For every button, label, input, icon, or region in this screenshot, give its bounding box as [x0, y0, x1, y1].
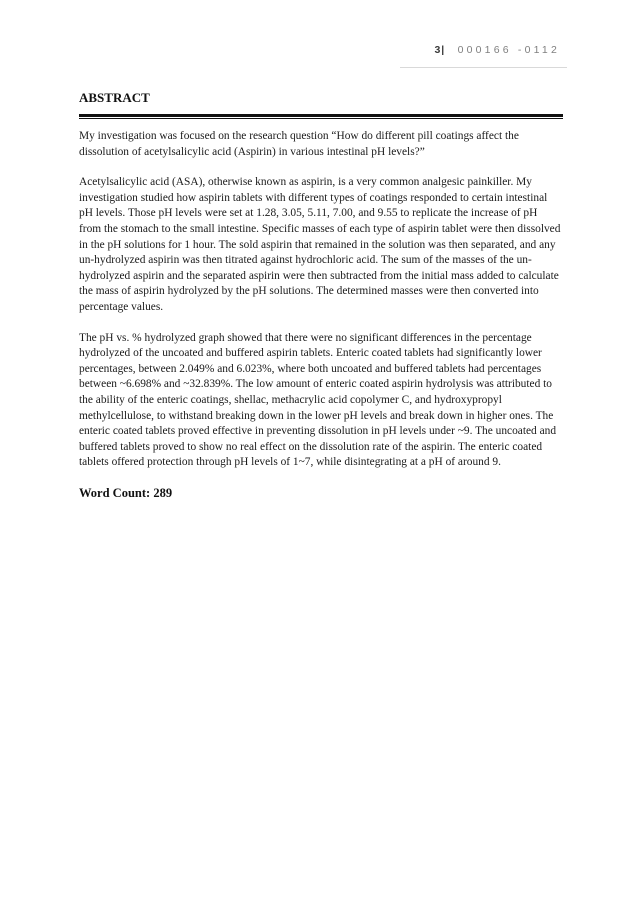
header-separator: |: [441, 44, 448, 56]
abstract-heading: ABSTRACT: [79, 90, 150, 105]
word-count: Word Count: 289: [79, 485, 173, 500]
document-code: 000166 -0112: [457, 44, 560, 56]
page-number: 3: [434, 44, 442, 56]
abstract-section: [79, 90, 562, 501]
abstract-paragraph-method: Acetylsalicylic acid (ASA), otherwise known as aspirin, is a very common analgesic painkiller. My investigation studied how aspirin tablets with different types of coatings responded to certain intestinal pH levels. Those pH levels were set at 1.28, 3.05, 5.11, 7.00, and 9.55 to replicate the increase of pH from the stomach to the small intestine. Specific masses of each type of aspirin tablet were then dissolved in the pH solutions for 1 hour. The sold aspirin that remained in the solution was then separated, and any un-hydrolyzed aspirin was then titrated against hydrochloric acid. The sum of the masses of the un-hydrolyzed aspirin and the separated aspirin were then subtracted from the initial mass added to calculate the mass of aspirin hydrolyzed by the pH solutions. The determined masses were then converted into percentage values.: [79, 176, 561, 313]
heading-underline: [79, 114, 563, 119]
header-divider: [400, 67, 567, 68]
abstract-paragraph-results: The pH vs. % hydrolyzed graph showed that there were no significant differences in the percentage hydrolyzed of the uncoated and buffered aspirin tablets. Enteric coated tablets had significantly lower percentages, between 2.049% and 6.023%, where both uncoated and buffered tablets had percentages between ~6.698% and ~32.839%. The low amount of enteric coated aspirin hydrolysis was attributed to the ability of the enteric coatings, shellac, methacrylic acid copolymer C, and hydroxypropyl methylcellulose, to withstand breaking down in the lower pH levels and break down in higher ones. The enteric coated tablets proved effective in preventing dissolution in pH levels under ~9. The uncoated and buffered tablets proved to show no real effect on the dissolution rate of the aspirin. The enteric coated tablets offered protection through pH levels of 1~7, while disintegrating at a pH of around 9.: [79, 331, 557, 469]
page-header: [434, 44, 560, 56]
abstract-paragraph-research-question: My investigation was focused on the research question “How do different pill coatings affect the dissolution of acetylsalicylic acid (Aspirin) in various intestinal pH levels?”: [79, 130, 519, 158]
